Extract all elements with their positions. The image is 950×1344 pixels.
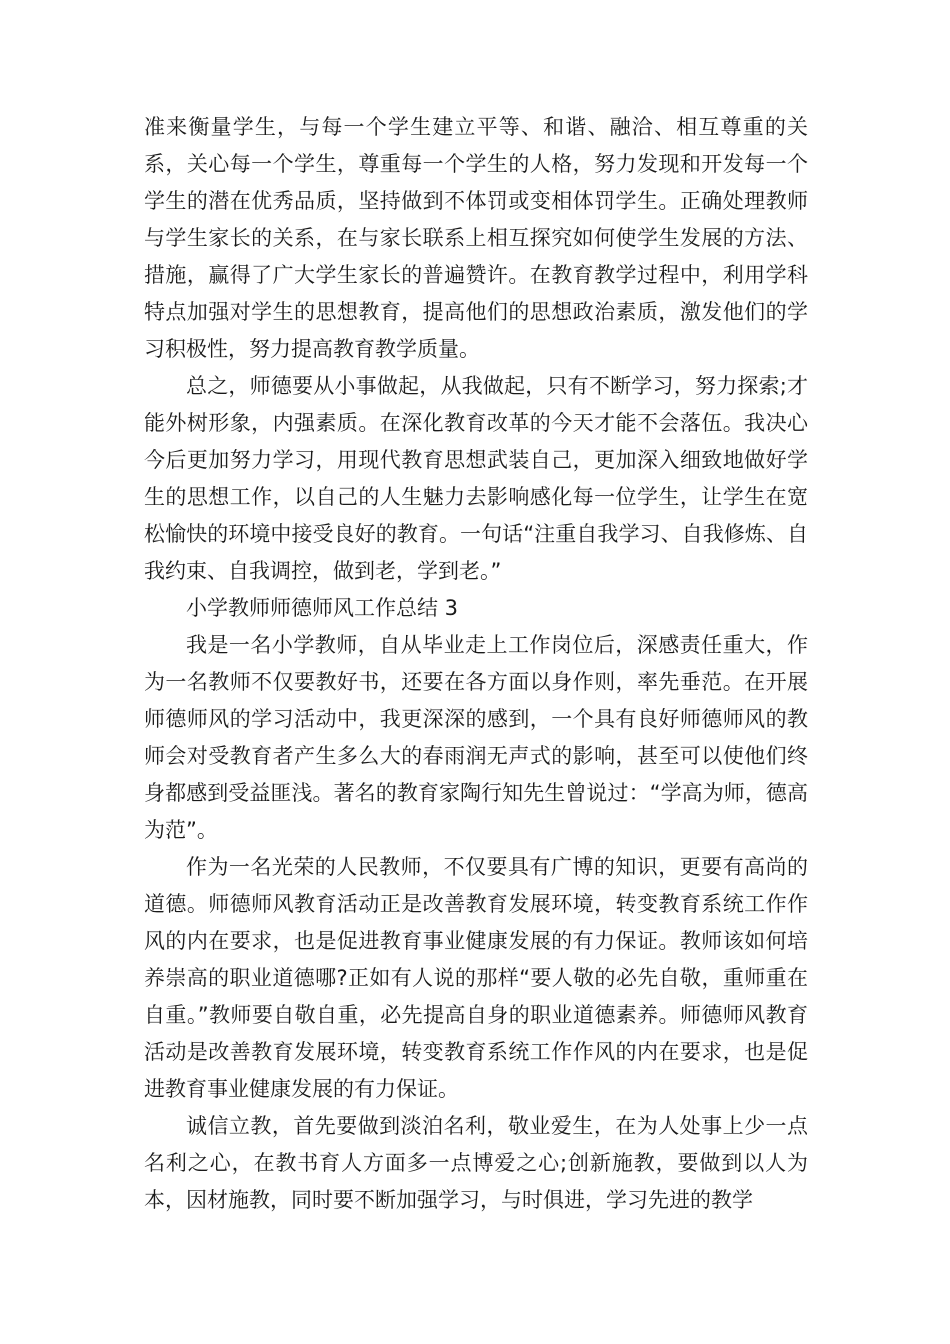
paragraph-ethics: 作为一名光荣的人民教师，不仅要具有广博的知识，更要有高尚的道德。师德师风教育活动正是改善教育发展环境，转变教育系统工作作风的内在要求，也是促进教育事业健康发展的有力保证。教师该如何培养崇高的职业道德哪?正如有人说的那样“要人敬的必先自敬，重师重在自重。”教师要自敬自重，必先提高自身的职业道德素养。师德师风教育活动是改善教育发展环境，转变教育系统工作作风的内在要求，也是促进教育事业健康发展的有力保证。 — [144, 855, 808, 1101]
paragraph-conclusion: 总之，师德要从小事做起，从我做起，只有不断学习，努力探索;才能外树形象，内强素质。在深化教育改革的今天才能不会落伍。我决心今后更加努力学习，用现代教育思想武装自己，更加深入细致地做好学生的思想工作，以自己的人生魅力去影响感化每一位学生，让学生在宽松愉快的环境中接受良好的教育。一句话“注重自我学习、自我修炼、自我约束、自我调控，做到老，学到老。” — [144, 374, 808, 583]
paragraph-integrity: 诚信立教，首先要做到淡泊名利，敬业爱生，在为人处事上少一点名利之心，在教书育人方面多一点博爱之心;创新施教，要做到以人为本，因材施教，同时要不断加强学习，与时俱进，学习先进的教学 — [144, 1114, 808, 1212]
paragraph-continuation: 准来衡量学生，与每一个学生建立平等、和谐、融洽、相互尊重的关系，关心每一个学生，尊重每一个学生的人格，努力发现和开发每一个学生的潜在优秀品质，坚持做到不体罚或变相体罚学生。正确处理教师与学生家长的关系，在与家长联系上相互探究如何使学生发展的方法、措施，赢得了广大学生家长的普遍赞许。在教育教学过程中，利用学科特点加强对学生的思想教育，提高他们的思想政治素质，激发他们的学习积极性，努力提高教育教学质量。 — [144, 115, 808, 361]
section-heading: 小学教师师德师风工作总结 3 — [186, 596, 459, 620]
paragraph-intro: 我是一名小学教师，自从毕业走上工作岗位后，深感责任重大，作为一名教师不仅要教好书，还要在各方面以身作则，率先垂范。在开展师德师风的学习活动中，我更深深的感到，一个具有良好师德师风的教师会对受教育者产生多么大的春雨润无声式的影响，甚至可以使他们终身都感到受益匪浅。著名的教育家陶行知先生曾说过：“学高为师，德高为范”。 — [144, 633, 808, 842]
document-body — [144, 109, 808, 1219]
